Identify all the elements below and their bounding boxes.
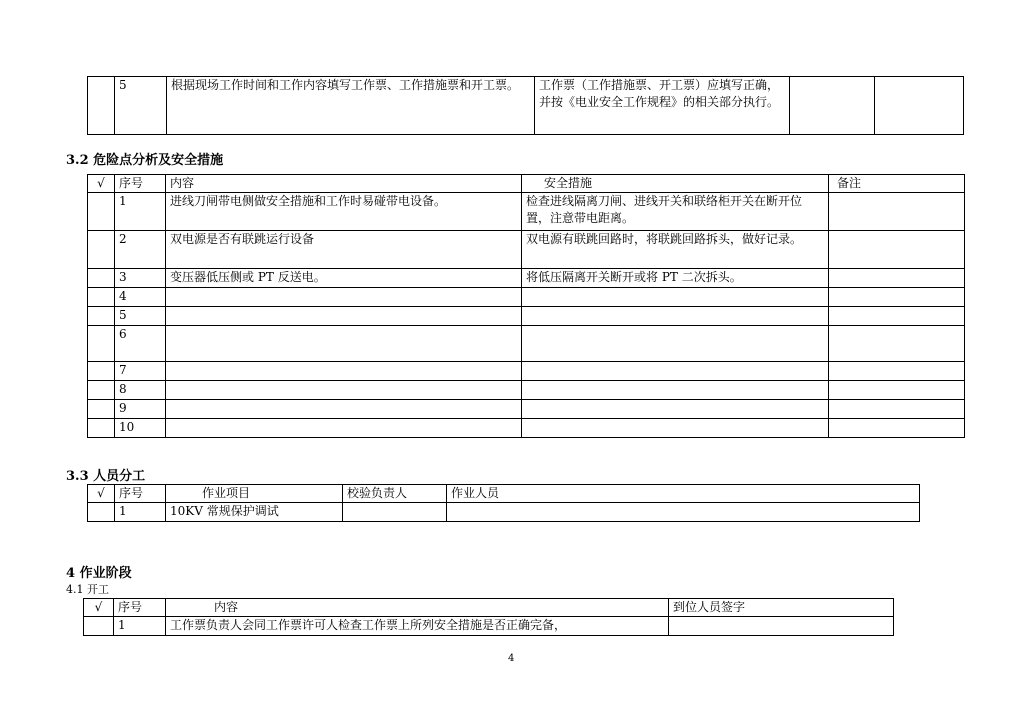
content-cell — [166, 307, 522, 326]
check-cell — [88, 419, 115, 438]
seq-cell: 7 — [115, 362, 166, 381]
seq-cell: 1 — [115, 193, 166, 231]
check-cell — [88, 77, 115, 135]
leader-cell — [343, 503, 447, 522]
table-row — [88, 503, 920, 522]
seq-cell: 3 — [115, 269, 166, 288]
content-cell — [166, 288, 522, 307]
seq-cell: 2 — [115, 231, 166, 269]
check-cell — [88, 269, 115, 288]
measure-cell — [522, 307, 829, 326]
content-header: 内容 — [166, 175, 522, 193]
measure-cell: 双电源有联跳回路时，将联跳回路拆头，做好记录。 — [522, 231, 829, 269]
note-cell — [829, 362, 965, 381]
table-header-row — [84, 599, 894, 617]
empty-cell — [790, 77, 875, 135]
item-cell: 10KV 常规保护调试 — [166, 503, 343, 522]
content-cell: 进线刀闸带电侧做安全措施和工作时易碰带电设备。 — [166, 193, 522, 231]
measure-cell: 检查进线隔离刀闸、进线开关和联络柜开关在断开位置，注意带电距离。 — [522, 193, 829, 231]
content-cell: 变压器低压侧或 PT 反送电。 — [166, 269, 522, 288]
item-header: 作业项目 — [166, 485, 343, 503]
content-cell — [166, 326, 522, 362]
content-cell — [166, 381, 522, 400]
risk-table — [87, 174, 965, 438]
table-header-row — [88, 485, 920, 503]
seq-header: 序号 — [114, 599, 166, 617]
seq-cell: 6 — [115, 326, 166, 362]
sign-cell — [669, 617, 894, 636]
seq-cell: 5 — [115, 307, 166, 326]
table-row — [88, 419, 965, 438]
table-row — [84, 617, 894, 636]
section-title-4: 4 作业阶段 — [66, 566, 132, 581]
table-row — [88, 231, 965, 269]
content-cell — [166, 400, 522, 419]
staff-table — [87, 484, 920, 522]
seq-cell: 1 — [115, 503, 166, 522]
measure-cell — [522, 400, 829, 419]
table-row — [88, 400, 965, 419]
check-cell — [88, 503, 115, 522]
measure-header: 安全措施 — [522, 175, 829, 193]
table-row — [88, 362, 965, 381]
workers-header: 作业人员 — [447, 485, 920, 503]
check-cell — [88, 326, 115, 362]
measure-cell: 工作票（工作措施票、开工票）应填写正确，并按《电业安全工作规程》的相关部分执行。 — [535, 77, 790, 135]
leader-header: 校验负责人 — [343, 485, 447, 503]
content-header: 内容 — [166, 599, 669, 617]
workers-cell — [447, 503, 920, 522]
note-header: 备注 — [829, 175, 965, 193]
note-cell — [829, 419, 965, 438]
seq-header: 序号 — [115, 175, 166, 193]
note-cell — [829, 400, 965, 419]
note-cell — [829, 193, 965, 231]
check-cell — [88, 400, 115, 419]
measure-cell — [522, 419, 829, 438]
subsection-title-4-1: 4.1 开工 — [66, 583, 109, 596]
content-cell: 工作票负责人会同工作票许可人检查工作票上所列安全措施是否正确完备， — [166, 617, 669, 636]
check-cell — [88, 362, 115, 381]
start-table — [83, 598, 894, 636]
note-cell — [829, 381, 965, 400]
seq-header: 序号 — [115, 485, 166, 503]
check-header: √ — [88, 175, 115, 193]
content-cell — [166, 419, 522, 438]
table-row — [88, 193, 965, 231]
check-cell — [88, 231, 115, 269]
page-number: 4 — [508, 653, 515, 664]
measure-cell — [522, 362, 829, 381]
table-row — [88, 77, 964, 135]
measure-cell — [522, 288, 829, 307]
seq-cell: 4 — [115, 288, 166, 307]
content-cell — [166, 362, 522, 381]
note-cell — [829, 326, 965, 362]
empty-cell — [875, 77, 964, 135]
content-cell: 根据现场工作时间和工作内容填写工作票、工作措施票和开工票。 — [167, 77, 535, 135]
check-cell — [88, 193, 115, 231]
seq-cell: 8 — [115, 381, 166, 400]
check-cell — [88, 288, 115, 307]
sign-header: 到位人员签字 — [669, 599, 894, 617]
note-cell — [829, 231, 965, 269]
check-header: √ — [88, 485, 115, 503]
note-cell — [829, 269, 965, 288]
table-row — [88, 326, 965, 362]
measure-cell: 将低压隔离开关断开或将 PT 二次拆头。 — [522, 269, 829, 288]
check-cell — [88, 381, 115, 400]
table-row — [88, 288, 965, 307]
check-header: √ — [84, 599, 114, 617]
content-cell: 双电源是否有联跳运行设备 — [166, 231, 522, 269]
section-title-3-2: 3.2 危险点分析及安全措施 — [66, 153, 224, 168]
seq-cell: 10 — [115, 419, 166, 438]
section-title-3-3: 3.3 人员分工 — [66, 469, 146, 484]
check-cell — [88, 307, 115, 326]
table-row — [88, 269, 965, 288]
measure-cell — [522, 326, 829, 362]
top-table — [87, 76, 964, 135]
measure-cell — [522, 381, 829, 400]
table-row — [88, 307, 965, 326]
check-cell — [84, 617, 114, 636]
note-cell — [829, 288, 965, 307]
seq-cell: 1 — [114, 617, 166, 636]
table-header-row — [88, 175, 965, 193]
table-row — [88, 381, 965, 400]
seq-cell: 5 — [115, 77, 167, 135]
seq-cell: 9 — [115, 400, 166, 419]
note-cell — [829, 307, 965, 326]
